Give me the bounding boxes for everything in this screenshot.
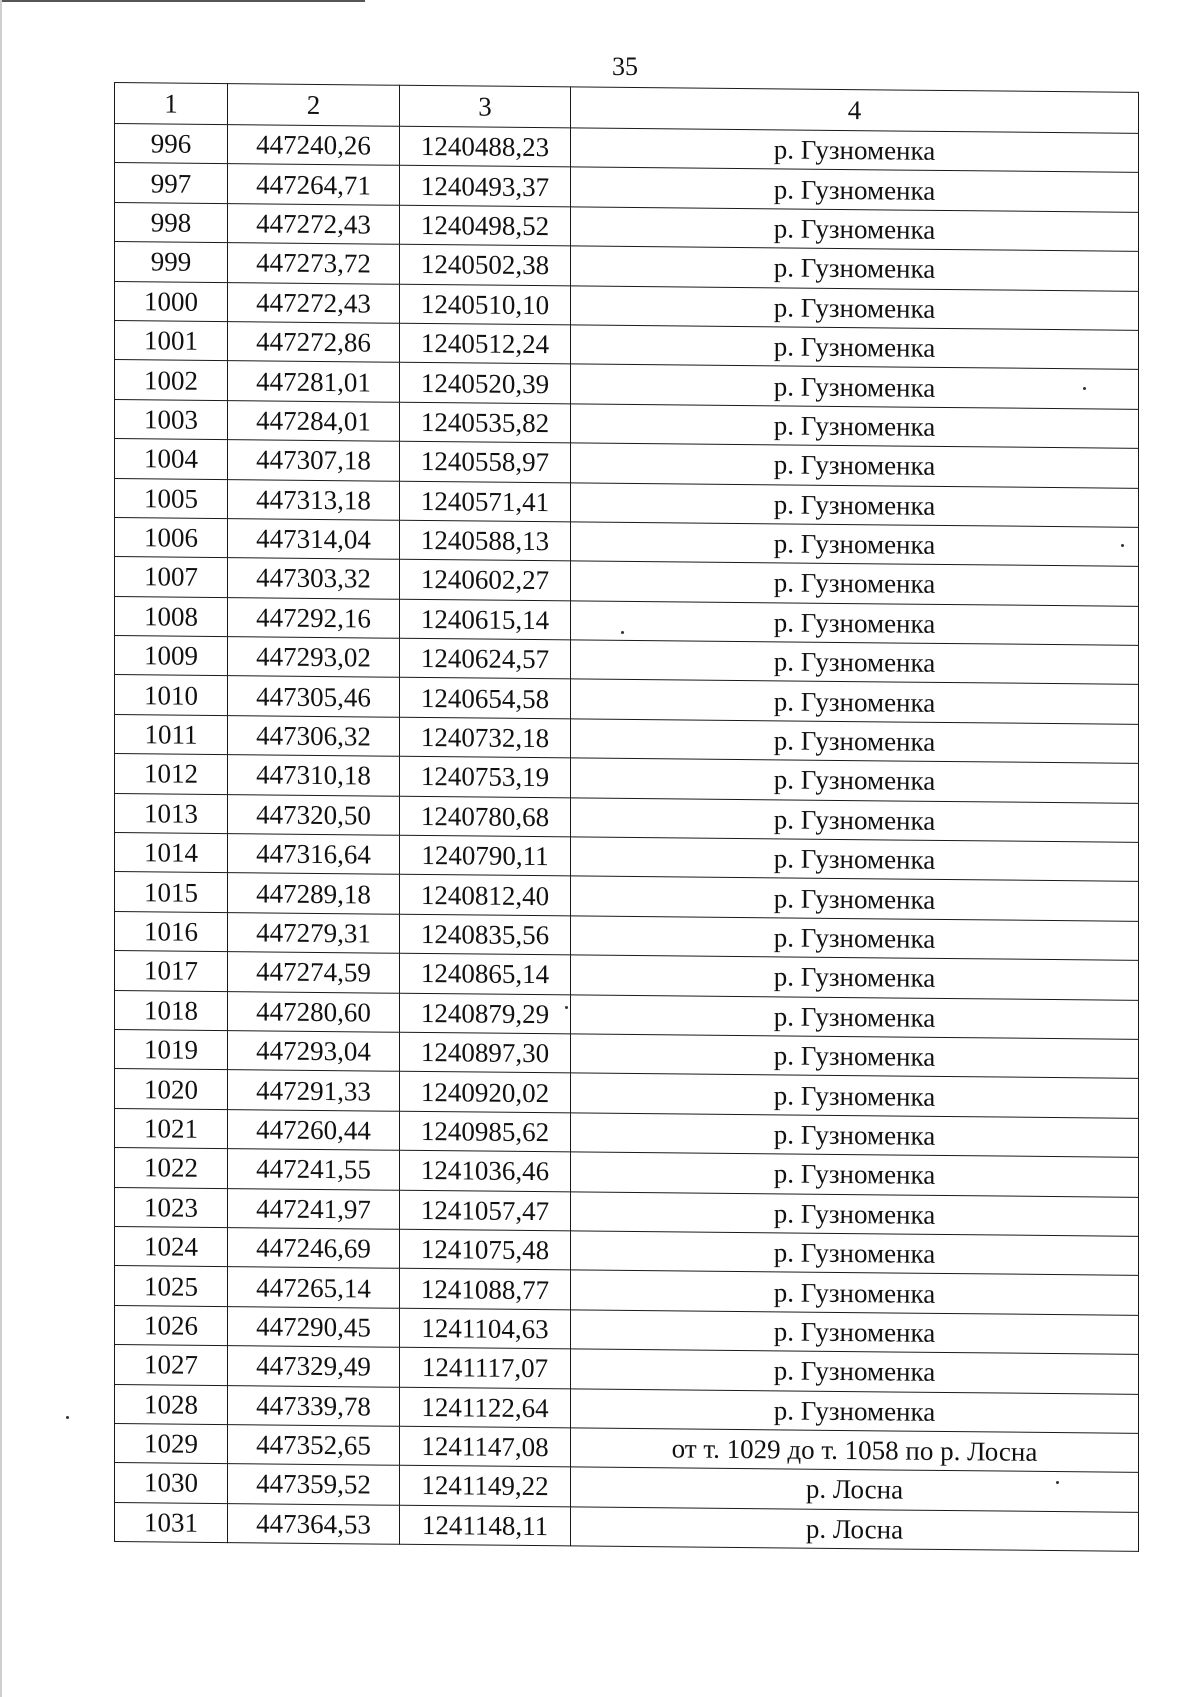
x-coordinate-cell: 447364,53 <box>228 1503 400 1544</box>
description-cell: р. Гузноменка <box>571 601 1139 646</box>
scan-speck <box>1056 1481 1059 1484</box>
x-coordinate-cell: 447303,32 <box>228 558 400 599</box>
point-number-cell: 1031 <box>115 1502 228 1542</box>
description-cell: р. Гузноменка <box>571 1034 1139 1079</box>
description-cell: р. Гузноменка <box>571 798 1139 843</box>
point-number-cell: 1024 <box>115 1226 228 1266</box>
point-number-cell: 1029 <box>115 1423 228 1463</box>
x-coordinate-cell: 447260,44 <box>228 1109 400 1150</box>
y-coordinate-cell: 1241117,07 <box>400 1347 571 1388</box>
table-body <box>115 124 1139 1552</box>
x-coordinate-cell: 447272,43 <box>228 203 400 244</box>
y-coordinate-cell: 1240865,14 <box>400 953 571 994</box>
y-coordinate-cell: 1241122,64 <box>400 1387 571 1428</box>
x-coordinate-cell: 447314,04 <box>228 518 400 559</box>
description-cell: р. Гузноменка <box>571 994 1139 1039</box>
description-cell: р. Гузноменка <box>571 561 1139 606</box>
x-coordinate-cell: 447272,86 <box>228 322 400 363</box>
y-coordinate-cell: 1241149,22 <box>400 1466 571 1507</box>
y-coordinate-cell: 1240498,52 <box>400 205 571 246</box>
description-cell: р. Гузноменка <box>571 1152 1139 1197</box>
x-coordinate-cell: 447284,01 <box>228 400 400 441</box>
description-cell: р. Гузноменка <box>571 955 1139 1000</box>
point-number-cell: 1012 <box>115 754 228 794</box>
coordinates-table <box>114 82 1139 1552</box>
description-cell: р. Гузноменка <box>571 1349 1139 1394</box>
point-number-cell: 1004 <box>115 439 228 479</box>
point-number-cell: 996 <box>115 124 228 164</box>
y-coordinate-cell: 1240571,41 <box>400 481 571 522</box>
description-cell: р. Лосна <box>571 1507 1139 1552</box>
description-cell: р. Гузноменка <box>571 1388 1139 1433</box>
y-coordinate-cell: 1240493,37 <box>400 166 571 207</box>
description-cell: р. Гузноменка <box>571 325 1139 370</box>
x-coordinate-cell: 447241,55 <box>228 1149 400 1190</box>
x-coordinate-cell: 447241,97 <box>228 1188 400 1229</box>
point-number-cell: 1006 <box>115 517 228 557</box>
y-coordinate-cell: 1240732,18 <box>400 717 571 758</box>
point-number-cell: 1026 <box>115 1305 228 1345</box>
x-coordinate-cell: 447289,18 <box>228 873 400 914</box>
description-cell: р. Гузноменка <box>571 1073 1139 1118</box>
point-number-cell: 1002 <box>115 360 228 400</box>
y-coordinate-cell: 1240615,14 <box>400 599 571 640</box>
y-coordinate-cell: 1240624,57 <box>400 638 571 679</box>
x-coordinate-cell: 447305,46 <box>228 676 400 717</box>
x-coordinate-cell: 447320,50 <box>228 794 400 835</box>
y-coordinate-cell: 1240985,62 <box>400 1111 571 1152</box>
page-number: 35 <box>612 52 638 81</box>
description-cell: от т. 1029 до т. 1058 по р. Лосна <box>571 1428 1139 1473</box>
x-coordinate-cell: 447291,33 <box>228 1070 400 1111</box>
x-coordinate-cell: 447313,18 <box>228 479 400 520</box>
scan-speck <box>1121 544 1124 547</box>
x-coordinate-cell: 447306,32 <box>228 715 400 756</box>
y-coordinate-cell: 1240780,68 <box>400 796 571 837</box>
point-number-cell: 998 <box>115 202 228 242</box>
point-number-cell: 1025 <box>115 1266 228 1306</box>
y-coordinate-cell: 1240879,29 <box>400 993 571 1034</box>
y-coordinate-cell: 1241057,47 <box>400 1190 571 1231</box>
point-number-cell: 1027 <box>115 1345 228 1385</box>
y-coordinate-cell: 1241148,11 <box>400 1505 571 1546</box>
scan-speck <box>621 631 624 634</box>
point-number-cell: 1020 <box>115 1069 228 1109</box>
x-coordinate-cell: 447290,45 <box>228 1306 400 1347</box>
description-cell: р. Гузноменка <box>571 246 1139 291</box>
point-number-cell: 1019 <box>115 1029 228 1069</box>
point-number-cell: 1018 <box>115 990 228 1030</box>
description-cell: р. Гузноменка <box>571 522 1139 567</box>
point-number-cell: 1023 <box>115 1187 228 1227</box>
point-number-cell: 997 <box>115 163 228 203</box>
y-coordinate-cell: 1240897,30 <box>400 1032 571 1073</box>
x-coordinate-cell: 447329,49 <box>228 1346 400 1387</box>
point-number-cell: 1016 <box>115 911 228 951</box>
x-coordinate-cell: 447316,64 <box>228 834 400 875</box>
point-number-cell: 1000 <box>115 281 228 321</box>
y-coordinate-cell: 1241075,48 <box>400 1229 571 1270</box>
x-coordinate-cell: 447240,26 <box>228 125 400 166</box>
y-coordinate-cell: 1241104,63 <box>400 1308 571 1349</box>
y-coordinate-cell: 1240520,39 <box>400 363 571 404</box>
description-cell: р. Гузноменка <box>571 719 1139 764</box>
x-coordinate-cell: 447307,18 <box>228 440 400 481</box>
y-coordinate-cell: 1240812,40 <box>400 875 571 916</box>
y-coordinate-cell: 1241147,08 <box>400 1426 571 1467</box>
y-coordinate-cell: 1241036,46 <box>400 1150 571 1191</box>
point-number-cell: 1010 <box>115 675 228 715</box>
x-coordinate-cell: 447352,65 <box>228 1424 400 1465</box>
point-number-cell: 1030 <box>115 1463 228 1503</box>
description-cell: р. Гузноменка <box>571 1231 1139 1276</box>
point-number-cell: 1011 <box>115 714 228 754</box>
scan-border-left <box>0 0 2 1697</box>
x-coordinate-cell: 447281,01 <box>228 361 400 402</box>
scan-speck <box>66 1416 69 1419</box>
point-number-cell: 1009 <box>115 636 228 676</box>
x-coordinate-cell: 447272,43 <box>228 282 400 323</box>
header-cell-3: 3 <box>400 85 571 128</box>
x-coordinate-cell: 447292,16 <box>228 597 400 638</box>
description-cell: р. Гузноменка <box>571 1310 1139 1355</box>
scan-speck <box>565 1006 568 1009</box>
x-coordinate-cell: 447293,04 <box>228 1031 400 1072</box>
point-number-cell: 1028 <box>115 1384 228 1424</box>
header-cell-1: 1 <box>115 83 228 125</box>
point-number-cell: 1001 <box>115 320 228 360</box>
y-coordinate-cell: 1240588,13 <box>400 520 571 561</box>
point-number-cell: 1007 <box>115 557 228 597</box>
point-number-cell: 1017 <box>115 951 228 991</box>
point-number-cell: 1003 <box>115 399 228 439</box>
description-cell: р. Гузноменка <box>571 167 1139 212</box>
description-cell: р. Гузноменка <box>571 285 1139 330</box>
description-cell: р. Гузноменка <box>571 1191 1139 1236</box>
x-coordinate-cell: 447246,69 <box>228 1228 400 1269</box>
description-cell: р. Гузноменка <box>571 758 1139 803</box>
description-cell: р. Гузноменка <box>571 482 1139 527</box>
y-coordinate-cell: 1240753,19 <box>400 756 571 797</box>
y-coordinate-cell: 1240654,58 <box>400 678 571 719</box>
description-cell: р. Гузноменка <box>571 916 1139 961</box>
table-row <box>115 1502 1139 1551</box>
point-number-cell: 1008 <box>115 596 228 636</box>
y-coordinate-cell: 1240488,23 <box>400 126 571 167</box>
scan-speck <box>1083 387 1086 390</box>
y-coordinate-cell: 1240835,56 <box>400 914 571 955</box>
header-cell-4: 4 <box>571 87 1139 133</box>
point-number-cell: 999 <box>115 242 228 282</box>
y-coordinate-cell: 1240558,97 <box>400 441 571 482</box>
y-coordinate-cell: 1240602,27 <box>400 560 571 601</box>
x-coordinate-cell: 447293,02 <box>228 637 400 678</box>
point-number-cell: 1022 <box>115 1148 228 1188</box>
x-coordinate-cell: 447264,71 <box>228 164 400 205</box>
x-coordinate-cell: 447359,52 <box>228 1464 400 1505</box>
description-cell: р. Гузноменка <box>571 364 1139 409</box>
description-cell: р. Гузноменка <box>571 1113 1139 1158</box>
point-number-cell: 1021 <box>115 1108 228 1148</box>
x-coordinate-cell: 447280,60 <box>228 991 400 1032</box>
description-cell: р. Гузноменка <box>571 128 1139 173</box>
description-cell: р. Гузноменка <box>571 443 1139 488</box>
point-number-cell: 1015 <box>115 872 228 912</box>
point-number-cell: 1013 <box>115 793 228 833</box>
y-coordinate-cell: 1241088,77 <box>400 1269 571 1310</box>
description-cell: р. Гузноменка <box>571 679 1139 724</box>
description-cell: р. Гузноменка <box>571 640 1139 685</box>
description-cell: р. Гузноменка <box>571 876 1139 921</box>
point-number-cell: 1005 <box>115 478 228 518</box>
description-cell: р. Гузноменка <box>571 207 1139 252</box>
description-cell: р. Лосна <box>571 1467 1139 1512</box>
x-coordinate-cell: 447310,18 <box>228 755 400 796</box>
y-coordinate-cell: 1240790,11 <box>400 835 571 876</box>
description-cell: р. Гузноменка <box>571 1270 1139 1315</box>
x-coordinate-cell: 447273,72 <box>228 243 400 284</box>
y-coordinate-cell: 1240535,82 <box>400 402 571 443</box>
y-coordinate-cell: 1240920,02 <box>400 1072 571 1113</box>
x-coordinate-cell: 447279,31 <box>228 912 400 953</box>
y-coordinate-cell: 1240502,38 <box>400 244 571 285</box>
point-number-cell: 1014 <box>115 833 228 873</box>
description-cell: р. Гузноменка <box>571 837 1139 882</box>
scan-border-top <box>0 0 365 2</box>
x-coordinate-cell: 447339,78 <box>228 1385 400 1426</box>
header-cell-2: 2 <box>228 84 400 127</box>
x-coordinate-cell: 447265,14 <box>228 1267 400 1308</box>
description-cell: р. Гузноменка <box>571 404 1139 449</box>
y-coordinate-cell: 1240510,10 <box>400 284 571 325</box>
y-coordinate-cell: 1240512,24 <box>400 323 571 364</box>
x-coordinate-cell: 447274,59 <box>228 952 400 993</box>
